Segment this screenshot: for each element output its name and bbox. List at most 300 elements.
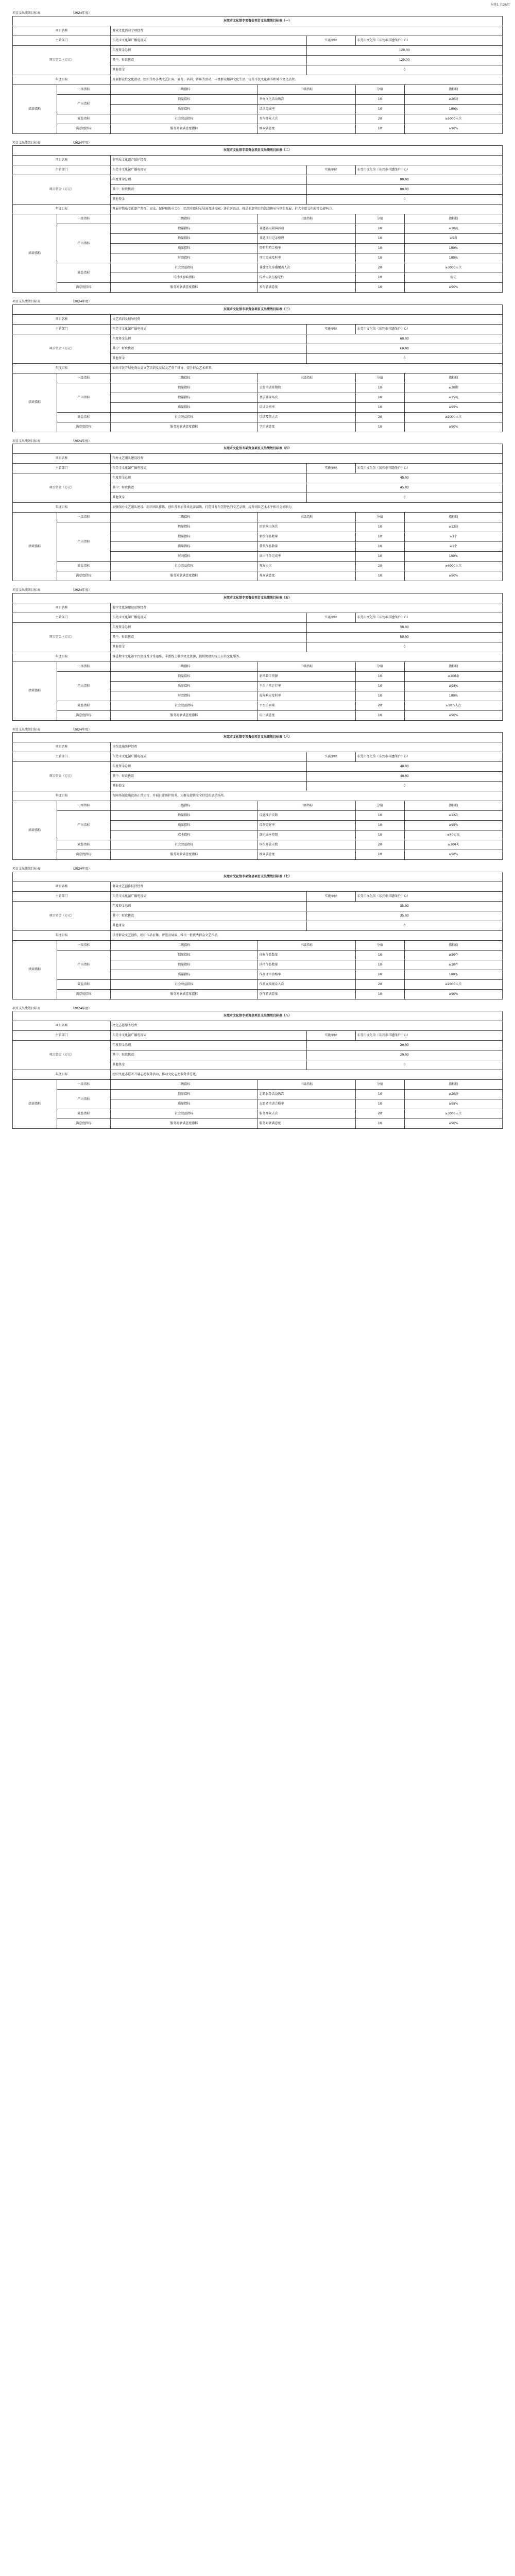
- l3-header: 三级指标: [258, 513, 355, 522]
- indicator-weight: 10: [355, 571, 404, 581]
- unit-value: 东莞市文化馆（东莞市非遗保护中心）: [355, 165, 502, 175]
- indicator-l2: 数量指标: [111, 811, 258, 821]
- project-name-label: 项目名称: [13, 742, 111, 752]
- l3-header: 三级指标: [258, 84, 355, 94]
- form-caption-year: （2024年度）: [71, 867, 92, 871]
- indicator-target: 100%: [404, 253, 502, 263]
- indicator-l1: 满意度指标: [57, 422, 111, 432]
- dept-value: 东莞市文化馆广播电视局: [111, 464, 306, 473]
- l2-header: 二级指标: [111, 1080, 258, 1090]
- indicator-weight: 10: [355, 691, 404, 701]
- performance-form: [12, 439, 503, 582]
- indicator-target: ≥90%: [404, 1119, 502, 1129]
- indicator-l2: 社会效益指标: [111, 1109, 258, 1119]
- annual-goal-text: 组织文化志愿者开展志愿服务活动，推动文化志愿服务常态化。: [111, 1070, 503, 1080]
- unit-value: 东莞市文化馆（东莞市非遗保护中心）: [355, 1031, 502, 1041]
- l2-header: 二级指标: [111, 84, 258, 94]
- project-name-label: 项目名称: [13, 156, 111, 165]
- indicator-l3: 平台正常运行率: [258, 681, 355, 691]
- form-caption-label: 项目支出绩效目标表: [12, 439, 41, 443]
- indicator-l1: 产出指标: [57, 671, 111, 701]
- indicator-l2: 数量指标: [111, 94, 258, 104]
- unit-value: 东莞市文化馆（东莞市非遗保护中心）: [355, 324, 502, 334]
- form-table: [12, 444, 503, 581]
- fiscal-fund-label: 其中：财政拨款: [111, 185, 306, 195]
- indicator-l3: 群众满意度: [258, 850, 355, 860]
- project-name-label: 项目名称: [13, 26, 111, 36]
- indicator-l3: 项目完成及时率: [258, 253, 355, 263]
- indicator-l3: 故障响应及时率: [258, 691, 355, 701]
- l1-header: 一级指标: [57, 373, 111, 383]
- annual-goal-text: 开展非物质文化遗产普查、记录、保护和传承工作，组织非遗展示展演及进校园、进社区活动，推动非遗项目的活态传承与创新发展，扩大非遗文化的社会影响力。: [111, 205, 503, 214]
- indicator-target: ≥90%: [404, 710, 502, 720]
- fund-label: 项目资金（万元）: [13, 473, 111, 503]
- indicator-l2: 数量指标: [111, 532, 258, 542]
- indicator-target: ≥98%: [404, 681, 502, 691]
- project-name-value: 非物质文化遗产保护经费: [111, 156, 503, 165]
- form-caption: [12, 439, 503, 444]
- indicator-row: [13, 701, 503, 710]
- indicator-target: ≥90%: [404, 124, 502, 133]
- fund-label: 项目资金（万元）: [13, 175, 111, 205]
- other-fund-label: 其他资金: [111, 65, 306, 75]
- indicator-target: ≥100条: [404, 671, 502, 681]
- indicator-l3: 观众人次: [258, 562, 355, 571]
- indicator-weight: 10: [355, 542, 404, 552]
- indicator-l2: 数量指标: [111, 393, 258, 402]
- unit-label: 实施单位: [306, 464, 355, 473]
- indicator-weight: 10: [355, 402, 404, 412]
- indicator-l2: 质量指标: [111, 402, 258, 412]
- form-caption-label: 项目支出绩效目标表: [12, 11, 41, 15]
- indicator-l2: 服务对象满意度指标: [111, 710, 258, 720]
- dept-value: 东莞市文化馆广播电视局: [111, 324, 306, 334]
- unit-value: 东莞市文化馆（东莞市非遗保护中心）: [355, 36, 502, 45]
- annual-goal-text: 推进数字文化馆平台建设及日常运维，丰富线上数字文化资源，提供便捷的线上公共文化服务。: [111, 652, 503, 662]
- annual-goal-text: 扶持群众文艺创作，组织作品征集、评选及展演，推出一批优秀群众文艺作品。: [111, 930, 503, 940]
- form-caption-label: 项目支出绩效目标表: [12, 1006, 41, 1010]
- indicator-l3: 场馆开放天数: [258, 840, 355, 850]
- project-name-value: 文艺培训及辅导经费: [111, 314, 503, 324]
- l1-header: 一级指标: [57, 662, 111, 671]
- indicator-l2: 数量指标: [111, 671, 258, 681]
- indicator-target: ≥3000人次: [404, 263, 502, 273]
- indicator-l1: 产出指标: [57, 383, 111, 412]
- indicators-label: 绩效指标: [13, 373, 57, 432]
- indicator-l3: 观众满意度: [258, 571, 355, 581]
- indicator-weight: 10: [355, 244, 404, 253]
- page-header: 附件1 共26页: [490, 3, 510, 7]
- indicator-l2: 社会效益指标: [111, 701, 258, 710]
- form-caption-year: （2024年度）: [71, 11, 92, 15]
- dept-value: 东莞市文化馆广播电视局: [111, 1031, 306, 1041]
- other-fund-value: 0: [306, 1060, 502, 1070]
- form-caption-year: （2024年度）: [71, 141, 92, 145]
- annual-fund-value: 35.00: [306, 901, 502, 911]
- weight-header: 分值: [355, 940, 404, 950]
- form-title: 东莞市文化馆专项资金项目支出绩效目标表（二）: [13, 146, 503, 156]
- form-caption-year: （2024年度）: [71, 588, 92, 592]
- fund-label: 项目资金（万元）: [13, 334, 111, 363]
- form-caption-year: （2024年度）: [71, 727, 92, 732]
- indicator-weight: 10: [355, 1090, 404, 1099]
- unit-value: 东莞市文化馆（东莞市非遗保护中心）: [355, 752, 502, 762]
- indicator-l3: 演出任务完成率: [258, 552, 355, 562]
- indicator-l3: 非遗展示展演活动: [258, 224, 355, 234]
- dept-label: 主管部门: [13, 613, 111, 622]
- indicator-weight: 10: [355, 94, 404, 104]
- indicator-l3: 非遗文化传播覆盖人次: [258, 263, 355, 273]
- fiscal-fund-label: 其中：财政拨款: [111, 772, 306, 782]
- unit-label: 实施单位: [306, 613, 355, 622]
- indicator-l3: 学员满意度: [258, 422, 355, 432]
- form-caption-label: 项目支出绩效目标表: [12, 727, 41, 732]
- other-fund-value: 0: [306, 353, 502, 363]
- indicators-label: 绩效指标: [13, 513, 57, 581]
- indicator-l2: 服务对象满意度指标: [111, 124, 258, 133]
- annual-goal-label: 年度目标: [13, 1070, 111, 1080]
- indicator-row: [13, 263, 503, 273]
- indicator-row: [13, 671, 503, 681]
- annual-fund-value: 45.00: [306, 473, 502, 483]
- unit-label: 实施单位: [306, 891, 355, 901]
- other-fund-label: 其他资金: [111, 921, 306, 930]
- indicator-l1: 产出指标: [57, 94, 111, 114]
- project-name-label: 项目名称: [13, 314, 111, 324]
- unit-label: 实施单位: [306, 165, 355, 175]
- performance-form: [12, 11, 503, 134]
- indicator-row: [13, 124, 503, 133]
- indicator-weight: 20: [355, 1109, 404, 1119]
- performance-form: [12, 588, 503, 721]
- dept-label: 主管部门: [13, 324, 111, 334]
- other-fund-label: 其他资金: [111, 493, 306, 503]
- indicator-l3: 传承人队伍稳定性: [258, 273, 355, 283]
- indicator-row: [13, 522, 503, 532]
- indicator-l3: 基层辅导场次: [258, 393, 355, 402]
- indicators-label: 绩效指标: [13, 662, 57, 720]
- project-name-value: 群众文艺创作扶持经费: [111, 882, 503, 891]
- indicator-l3: 群众满意度: [258, 124, 355, 133]
- indicator-l3: 参与者满意度: [258, 283, 355, 293]
- indicator-l3: 创作者满意度: [258, 989, 355, 999]
- l3-header: 三级指标: [258, 940, 355, 950]
- performance-form: [12, 300, 503, 432]
- indicator-weight: 10: [355, 811, 404, 821]
- indicator-l2: 质量指标: [111, 970, 258, 979]
- performance-form: [12, 1007, 503, 1129]
- indicator-l3: 服务对象满意度: [258, 1119, 355, 1129]
- indicator-target: ≤40万元: [404, 831, 502, 840]
- l2-header: 二级指标: [111, 940, 258, 950]
- indicator-target: 100%: [404, 104, 502, 114]
- fiscal-fund-label: 其中：财政拨款: [111, 911, 306, 921]
- annual-goal-text: 开展群众性文化活动，组织举办各类文艺汇演、展览、培训、讲座等活动，丰富群众精神文化生活，提升市民文化素养和城市文化品位。: [111, 75, 503, 84]
- indicator-target: ≥30期: [404, 383, 502, 393]
- project-name-value: 群众文化活动专项经费: [111, 26, 503, 36]
- annual-fund-label: 年度资金总额: [111, 1041, 306, 1050]
- fund-label: 项目资金（万元）: [13, 901, 111, 930]
- indicator-weight: 10: [355, 104, 404, 114]
- indicator-weight: 10: [355, 821, 404, 831]
- indicator-l2: 数量指标: [111, 224, 258, 234]
- fiscal-fund-value: 120.00: [306, 55, 502, 65]
- indicator-target: ≥15场: [404, 393, 502, 402]
- l2-header: 二级指标: [111, 513, 258, 522]
- indicator-weight: 20: [355, 840, 404, 850]
- indicator-weight: 10: [355, 710, 404, 720]
- indicator-l2: 时效指标: [111, 552, 258, 562]
- document-body: [12, 11, 503, 1136]
- indicator-l3: 服务群众人次: [258, 1109, 355, 1119]
- l1-header: 一级指标: [57, 84, 111, 94]
- other-fund-value: 0: [306, 65, 502, 75]
- annual-fund-label: 年度资金总额: [111, 622, 306, 632]
- indicator-l2: 社会效益指标: [111, 263, 258, 273]
- indicator-target: ≥5000人次: [404, 114, 502, 124]
- indicator-target: 100%: [404, 244, 502, 253]
- indicator-l2: 数量指标: [111, 950, 258, 960]
- fund-label: 项目资金（万元）: [13, 762, 111, 791]
- indicator-l1: 效益指标: [57, 979, 111, 989]
- unit-label: 实施单位: [306, 36, 355, 45]
- indicator-target: ≥90%: [404, 571, 502, 581]
- indicator-weight: 10: [355, 1099, 404, 1109]
- fiscal-fund-label: 其中：财政拨款: [111, 632, 306, 642]
- fiscal-fund-value: 35.00: [306, 911, 502, 921]
- indicator-l1: 效益指标: [57, 263, 111, 283]
- form-title: 东莞市文化馆专项资金项目支出绩效目标表（四）: [13, 444, 503, 454]
- l1-header: 一级指标: [57, 513, 111, 522]
- annual-fund-value: 40.00: [306, 762, 502, 772]
- indicator-target: 100%: [404, 552, 502, 562]
- indicator-l2: 数量指标: [111, 522, 258, 532]
- indicator-weight: 20: [355, 263, 404, 273]
- other-fund-value: 0: [306, 782, 502, 791]
- indicator-l1: 满意度指标: [57, 710, 111, 720]
- form-caption-label: 项目支出绩效目标表: [12, 141, 41, 145]
- unit-value: 东莞市文化馆（东莞市非遗保护中心）: [355, 464, 502, 473]
- form-caption-year: （2024年度）: [71, 300, 92, 303]
- indicator-row: [13, 94, 503, 104]
- indicator-l1: 满意度指标: [57, 989, 111, 999]
- form-caption-label: 项目支出绩效目标表: [12, 300, 41, 303]
- indicator-row: [13, 562, 503, 571]
- indicator-l2: 数量指标: [111, 383, 258, 393]
- form-table: [12, 145, 503, 293]
- indicator-l2: 社会效益指标: [111, 562, 258, 571]
- indicator-l2: 社会效益指标: [111, 979, 258, 989]
- indicator-row: [13, 710, 503, 720]
- unit-value: 东莞市文化馆（东莞市非遗保护中心）: [355, 891, 502, 901]
- indicator-weight: 10: [355, 960, 404, 970]
- annual-goal-label: 年度目标: [13, 791, 111, 801]
- other-fund-label: 其他资金: [111, 642, 306, 652]
- project-name-label: 项目名称: [13, 454, 111, 464]
- indicator-l3: 培训合格率: [258, 402, 355, 412]
- indicator-l3: 扶持作品数量: [258, 960, 355, 970]
- project-name-value: 馆办文艺团队建设经费: [111, 454, 503, 464]
- indicator-l1: 产出指标: [57, 811, 111, 840]
- fund-label: 项目资金（万元）: [13, 45, 111, 75]
- indicator-l1: 满意度指标: [57, 124, 111, 133]
- indicators-label: 绩效指标: [13, 801, 57, 860]
- indicator-row: [13, 811, 503, 821]
- fiscal-fund-label: 其中：财政拨款: [111, 483, 306, 493]
- indicator-l1: 产出指标: [57, 224, 111, 263]
- indicator-l2: 质量指标: [111, 821, 258, 831]
- project-name-label: 项目名称: [13, 1021, 111, 1031]
- indicator-target: ≥3000人次: [404, 1109, 502, 1119]
- l3-header: 三级指标: [258, 801, 355, 811]
- unit-value: 东莞市文化馆（东莞市非遗保护中心）: [355, 613, 502, 622]
- form-title: 东莞市文化馆专项资金项目支出绩效目标表（六）: [13, 733, 503, 742]
- l1-header: 一级指标: [57, 940, 111, 950]
- indicator-row: [13, 989, 503, 999]
- project-name-value: 场馆设施维护经费: [111, 742, 503, 752]
- indicator-row: [13, 1119, 503, 1129]
- indicator-weight: 10: [355, 283, 404, 293]
- indicator-row: [13, 850, 503, 860]
- indicator-l2: 服务对象满意度指标: [111, 989, 258, 999]
- indicator-target: ≥20场: [404, 1090, 502, 1099]
- form-table: [12, 1011, 503, 1129]
- l3-header: 三级指标: [258, 214, 355, 224]
- indicator-target: ≥20场: [404, 94, 502, 104]
- performance-form: [12, 141, 503, 293]
- indicator-row: [13, 383, 503, 393]
- indicator-target: 100%: [404, 970, 502, 979]
- l1-header: 一级指标: [57, 801, 111, 811]
- indicator-l2: 服务对象满意度指标: [111, 283, 258, 293]
- indicator-l2: 可持续影响指标: [111, 273, 258, 283]
- indicator-weight: 20: [355, 701, 404, 710]
- indicators-label: 绩效指标: [13, 84, 57, 133]
- indicators-label: 绩效指标: [13, 1080, 57, 1129]
- annual-fund-label: 年度资金总额: [111, 334, 306, 344]
- form-title: 东莞市文化馆专项资金项目支出绩效目标表（七）: [13, 872, 503, 882]
- other-fund-value: 0: [306, 921, 502, 930]
- dept-label: 主管部门: [13, 752, 111, 762]
- indicator-l3: 非遗项目记录整理: [258, 234, 355, 244]
- dept-label: 主管部门: [13, 891, 111, 901]
- form-caption: [12, 11, 503, 15]
- fiscal-fund-value: 80.00: [306, 185, 502, 195]
- annual-goal-label: 年度目标: [13, 503, 111, 513]
- indicator-weight: 20: [355, 114, 404, 124]
- annual-fund-value: 50.00: [306, 622, 502, 632]
- other-fund-label: 其他资金: [111, 195, 306, 205]
- annual-fund-value: 60.00: [306, 334, 502, 344]
- indicator-target: 100%: [404, 691, 502, 701]
- indicator-target: ≥10万人次: [404, 701, 502, 710]
- indicator-target: ≥95%: [404, 821, 502, 831]
- dept-value: 东莞市文化馆广播电视局: [111, 752, 306, 762]
- form-title: 东莞市文化馆专项资金项目支出绩效目标表（五）: [13, 593, 503, 603]
- l2-header: 二级指标: [111, 662, 258, 671]
- form-table: [12, 732, 503, 860]
- fund-label: 项目资金（万元）: [13, 1041, 111, 1070]
- project-name-value: 数字文化馆建设运维经费: [111, 603, 503, 613]
- indicator-row: [13, 412, 503, 422]
- form-caption-year: （2024年度）: [71, 1006, 92, 1010]
- indicator-weight: 10: [355, 224, 404, 234]
- indicator-l3: 活动完成率: [258, 104, 355, 114]
- indicator-weight: 10: [355, 234, 404, 244]
- indicator-weight: 10: [355, 681, 404, 691]
- fiscal-fund-value: 45.00: [306, 483, 502, 493]
- indicator-row: [13, 950, 503, 960]
- indicator-l3: 参与群众人次: [258, 114, 355, 124]
- weight-header: 分值: [355, 84, 404, 94]
- l1-header: 一级指标: [57, 1080, 111, 1090]
- indicator-l1: 效益指标: [57, 412, 111, 422]
- fund-label: 项目资金（万元）: [13, 622, 111, 652]
- indicator-l3: 志愿者培训合格率: [258, 1099, 355, 1109]
- indicator-l1: 产出指标: [57, 1090, 111, 1109]
- indicator-weight: 10: [355, 422, 404, 432]
- indicator-weight: 20: [355, 412, 404, 422]
- indicator-weight: 20: [355, 562, 404, 571]
- l3-header: 三级指标: [258, 373, 355, 383]
- indicator-l1: 效益指标: [57, 562, 111, 571]
- indicator-l1: 产出指标: [57, 522, 111, 562]
- form-caption-year: （2024年度）: [71, 439, 92, 443]
- indicator-target: ≥10件: [404, 960, 502, 970]
- indicator-target: 稳定: [404, 273, 502, 283]
- indicator-l3: 征集作品数量: [258, 950, 355, 960]
- indicator-row: [13, 283, 503, 293]
- indicator-row: [13, 840, 503, 850]
- target-header: 指标值: [404, 1080, 502, 1090]
- indicator-l2: 时效指标: [111, 253, 258, 263]
- annual-fund-value: 80.00: [306, 175, 502, 185]
- l2-header: 二级指标: [111, 373, 258, 383]
- indicator-l2: 服务对象满意度指标: [111, 571, 258, 581]
- fiscal-fund-value: 40.00: [306, 772, 502, 782]
- form-caption: [12, 300, 503, 304]
- indicator-l1: 满意度指标: [57, 850, 111, 860]
- indicator-l3: 维护成本控制: [258, 831, 355, 840]
- indicator-l2: 质量指标: [111, 542, 258, 552]
- indicator-l2: 服务对象满意度指标: [111, 1119, 258, 1129]
- indicator-row: [13, 979, 503, 989]
- indicator-l2: 服务对象满意度指标: [111, 422, 258, 432]
- dept-label: 主管部门: [13, 165, 111, 175]
- weight-header: 分值: [355, 513, 404, 522]
- other-fund-label: 其他资金: [111, 353, 306, 363]
- annual-fund-value: 120.00: [306, 45, 502, 55]
- indicator-weight: 20: [355, 979, 404, 989]
- indicator-target: ≥2000人次: [404, 979, 502, 989]
- indicator-l1: 效益指标: [57, 840, 111, 850]
- indicator-target: ≥90%: [404, 422, 502, 432]
- indicator-target: ≥10场: [404, 224, 502, 234]
- indicator-weight: 10: [355, 671, 404, 681]
- indicator-weight: 10: [355, 970, 404, 979]
- annual-fund-label: 年度资金总额: [111, 762, 306, 772]
- form-caption: [12, 141, 503, 145]
- form-title: 东莞市文化馆专项资金项目支出绩效目标表（八）: [13, 1011, 503, 1021]
- indicator-l3: 新增数字资源: [258, 671, 355, 681]
- form-caption: [12, 588, 503, 592]
- indicator-l2: 服务对象满意度指标: [111, 850, 258, 860]
- indicator-l2: 时效指标: [111, 691, 258, 701]
- indicator-l2: 质量指标: [111, 104, 258, 114]
- indicator-l3: 培训覆盖人次: [258, 412, 355, 422]
- fiscal-fund-label: 其中：财政拨款: [111, 344, 306, 353]
- annual-goal-label: 年度目标: [13, 75, 111, 84]
